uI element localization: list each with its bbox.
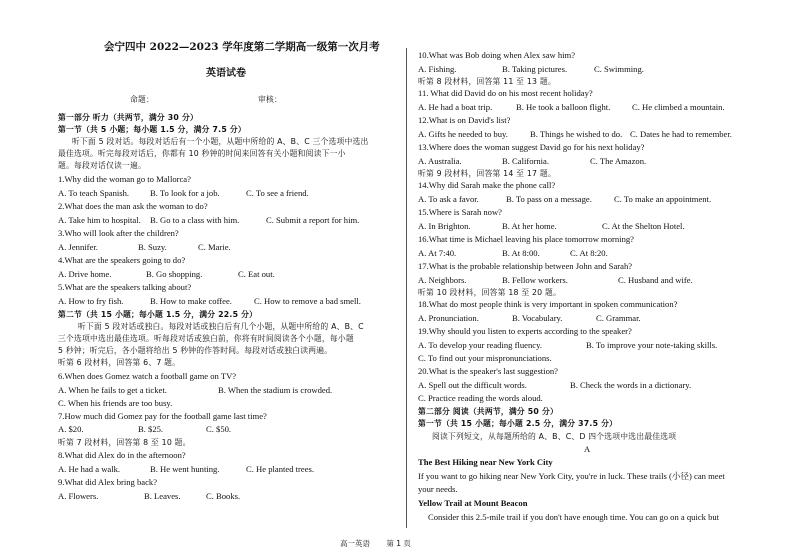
option-c: C. Husband and wife. [618,275,693,285]
question-12: 12.What is on David's list? [418,115,511,125]
part2-instructions: 阅读下列短文，从每题所给的 A、B、C、D 四个选项中选出最佳选项 [432,432,677,441]
option-a: A. Fishing. [418,64,457,74]
listen-instruction: 听第 10 段材料，回答第 18 至 20 题。 [418,288,561,297]
passage-letter: A [584,444,591,454]
option-c: C. At the Shelton Hotel. [602,221,685,231]
question-5: 5.What are the speakers talking about? [58,282,192,292]
option-a: A. Gifts he needed to buy. [418,129,508,139]
question-19: 19.Why should you listen to experts according to the speaker? [418,326,632,336]
option-a: A. To ask a favor. [418,194,479,204]
option-b: B. How to make coffee. [150,296,232,306]
option-a: A. He had a walk. [58,464,121,474]
option-c: C. The Amazon. [590,156,647,166]
option-b: B. Check the words in a dictionary. [570,380,692,390]
option-b: B. He went hunting. [150,464,220,474]
section2-instructions-line: 听下面 5 段对话或独白。每段对话或独白后有几个小题，从题中所给的 A、B、C [78,322,364,331]
option-c: C. Dates he had to remember. [630,129,732,139]
section2-heading: 第二节（共 15 小题；每小题 1.5 分，满分 22.5 分） [58,310,258,319]
section1-instructions-line: 最佳选项。听完每段对话后，你都有 10 秒钟的时间来回答有关小题和阅读下一小 [58,149,346,158]
question-7: 7.How much did Gomez pay for the football game last time? [58,411,267,421]
question-8: 8.What did Alex do in the afternoon? [58,450,186,460]
option-c: C. To make an appointment. [614,194,712,204]
option-c: C. Eat out. [238,269,275,279]
question-2: 2.What does the man ask the woman to do? [58,201,208,211]
exam-subtitle: 英语试卷 [206,68,246,79]
footer-subject: 高一英语 [340,539,370,548]
option-c: C. Grammar. [596,313,641,323]
option-c: C. $50. [206,424,232,434]
question-17: 17.What is the probable relationship between John and Sarah? [418,261,633,271]
section1-instructions-line: 题。每段对话仅读一遍。 [58,161,146,170]
option-a: A. To teach Spanish. [58,188,130,198]
option-b: B. To improve your note-taking skills. [586,340,718,350]
question-1: 1.Why did the woman go to Mallorca? [58,174,191,184]
option-c: C. Marie. [198,242,231,252]
option-a: A. Take him to hospital. [58,215,141,225]
section2-instructions-line: 三个选项中选出最佳选项。听每段对话或独白前，你将有时间阅读各个小题，每小题 [58,334,354,343]
option-b: B. Go shopping. [146,269,203,279]
option-a: A. $20. [58,424,84,434]
passage-subheading: Yellow Trail at Mount Beacon [418,498,528,508]
option-b: B. To look for a job. [150,188,220,198]
option-c: C. At 8:20. [570,248,608,258]
page-footer [340,538,411,549]
option-a: A. How to fry fish. [58,296,124,306]
question-6-option-c: C. When his friends are too busy. [58,398,173,408]
option-b: B. At her home. [502,221,557,231]
option-c: C. How to remove a bad smell. [254,296,361,306]
option-c: C. Submit a report for him. [266,215,360,225]
listen-instruction: 听第 7 段材料，回答第 8 至 10 题。 [58,438,191,447]
option-b: B. Fellow workers. [502,275,568,285]
option-c: C. To see a friend. [246,188,309,198]
option-b: B. At 8:00. [502,248,540,258]
passage-paragraph-line: Consider this 2.5-mile trail if you don't have enough time. You can go on a quick but [428,512,720,522]
question-15: 15.Where is Sarah now? [418,207,502,217]
part1-heading: 第一部分 听力（共两节，满分 30 分） [58,113,198,122]
option-b: B. He took a balloon flight. [516,102,611,112]
option-a: A. Flowers. [58,491,99,501]
question-4: 4.What are the speakers going to do? [58,255,186,265]
question-20: 20.What is the speaker's last suggestion? [418,366,558,376]
question-3: 3.Who will look after the children? [58,228,179,238]
listen-instruction: 听第 6 段材料，回答第 6、7 题。 [58,358,181,367]
option-b: B. Taking pictures. [502,64,568,74]
option-a: A. Drive home. [58,269,112,279]
option-b: B. Suzy. [138,242,167,252]
option-c: C. He climbed a mountain. [632,102,725,112]
question-6: 6.When does Gomez watch a football game on TV? [58,371,237,381]
option-a: A. He had a boat trip. [418,102,493,112]
option-b: B. Leaves. [144,491,181,501]
option-a: A. In Brighton. [418,221,471,231]
passage-title: The Best Hiking near New York City [418,457,553,467]
passage-paragraph-line: your needs. [418,484,458,494]
question-14: 14.Why did Sarah make the phone call? [418,180,556,190]
option-a: A. When he fails to get a ticket. [58,385,167,395]
listen-instruction: 听第 8 段材料，回答第 11 至 13 题。 [418,77,556,86]
question-18: 18.What do most people think is very important in spoken communication? [418,299,678,309]
option-a: A. Neighbors. [418,275,467,285]
option-b: B. California. [502,156,550,166]
option-a: A. Australia. [418,156,462,166]
question-20-option-c: C. Practice reading the words aloud. [418,393,543,403]
option-c: C. Swimming. [594,64,644,74]
option-a: A. Spell out the difficult words. [418,380,527,390]
option-a: A. At 7:40. [418,248,457,258]
section2-instructions-line: 5 秒钟；听完后，各小题将给出 5 秒钟的作答时间。每段对话或独白读两遍。 [58,346,333,355]
question-16: 16.What time is Michael leaving his place tomorrow morning? [418,234,634,244]
question-10: 10.What was Bob doing when Alex saw him? [418,50,576,60]
footer-page-number: 第 1 页 [386,539,411,548]
part2-section1-heading: 第一节（共 15 小题；每小题 2.5 分，满分 37.5 分） [418,419,618,428]
option-b: B. To pass on a message. [506,194,592,204]
option-b: B. Vocabulary. [512,313,563,323]
option-c: C. He planted trees. [246,464,315,474]
option-a: A. Pronunciation. [418,313,479,323]
proposer-label: 命题： [130,95,154,104]
question-13: 13.Where does the woman suggest David go for his next holiday? [418,142,645,152]
option-b: B. Things he wished to do. [530,129,623,139]
question-11: 11. What did David do on his most recent holiday? [418,88,593,98]
reviewer-label: 审核： [258,95,282,104]
option-c: C. Books. [206,491,241,501]
listen-instruction: 听第 9 段材料，回答第 14 至 17 题。 [418,169,556,178]
question-19-option-c: C. To find out your mispronunciations. [418,353,552,363]
option-b: B. $25. [138,424,164,434]
section1-instructions-line: 听下面 5 段对话。每段对话后有一个小题，从题中所给的 A、B、C 三个选项中选出 [72,137,369,146]
option-a: A. Jennifer. [58,242,98,252]
column-divider [406,48,407,528]
passage-paragraph-line: If you want to go hiking near New York City, you're in luck. These trails (小径) can meet [418,471,725,481]
question-9: 9.What did Alex bring back? [58,477,158,487]
option-a: A. To develop your reading fluency. [418,340,542,350]
option-b: B. Go to a class with him. [150,215,240,225]
exam-title: 会宁四中 2022—2023 学年度第二学期高一级第一次月考 [104,41,380,53]
section1-heading: 第一节（共 5 小题；每小题 1.5 分，满分 7.5 分） [58,125,246,134]
part2-heading: 第二部分 阅读（共两节，满分 50 分） [418,407,558,416]
option-b: B. When the stadium is crowded. [218,385,333,395]
